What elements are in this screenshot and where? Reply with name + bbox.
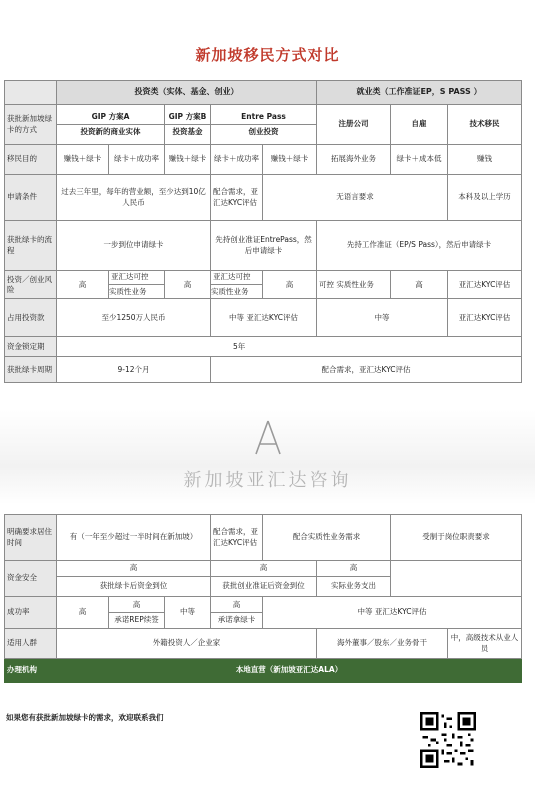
safety-entre: 获批创业准证后资金到位 (211, 577, 317, 597)
purpose-cell: 绿卡＋成功率 (211, 145, 263, 175)
flow-entre: 先持创业准证EntrePass，然后申请绿卡 (211, 221, 317, 271)
flow-employment: 先持工作准证（EP/S Pass），然后申请绿卡 (317, 221, 522, 271)
safety-gip: 获批绿卡后资金到位 (57, 577, 211, 597)
corner-cell (5, 81, 57, 105)
row-label-safety: 资金安全 (5, 561, 57, 597)
row-label-funds: 占用投资款 (5, 299, 57, 337)
period-rest: 配合需求，亚汇达KYC评估 (211, 357, 522, 383)
method-tech-immigration: 技术移民 (448, 105, 522, 145)
comparison-table-bottom (4, 514, 522, 683)
row-label-flow: 获批绿卡的流程 (5, 221, 57, 271)
safety-rating: 高 (211, 561, 317, 577)
req-education: 本科及以上学历 (448, 175, 522, 221)
period-gip: 9-12个月 (57, 357, 211, 383)
row-label-requirements: 申请条件 (5, 175, 57, 221)
req-entre: 配合需求，亚汇达KYC评估 (211, 175, 263, 221)
purpose-cell: 绿卡＋成本低 (391, 145, 448, 175)
funds-employment: 中等 (317, 299, 448, 337)
method-entre-pass: Entre Pass 创业投资 (211, 105, 317, 145)
row-label-org: 办理机构 (5, 659, 57, 683)
risk-cell: 可控 实质性业务 (317, 271, 391, 299)
req-gip: 过去三年里，每年的营业额，至少达到10亿人民币 (57, 175, 211, 221)
risk-cell: 亚汇达可控 实质性业务 (109, 271, 165, 299)
lock-period-value: 5年 (57, 337, 522, 357)
purpose-cell: 赚钱＋绿卡 (263, 145, 317, 175)
contact-text: 如果您有获批新加坡绿卡的需求，欢迎联系我们 (6, 713, 164, 722)
risk-cell: 亚汇达KYC评估 (448, 271, 522, 299)
method-self-employed: 自雇 (391, 105, 448, 145)
org-value: 本地直营（新加坡亚汇达ALA） (57, 659, 522, 683)
row-label-risk: 投资／创业风险 (5, 271, 57, 299)
row-label-people: 适用人群 (5, 629, 57, 659)
risk-cell: 高 (165, 271, 211, 299)
success-cell: 中等 (165, 597, 211, 629)
safety-rating: 高 (57, 561, 211, 577)
req-language: 无语言要求 (263, 175, 448, 221)
row-label-method: 获批新加坡绿卡的方式 (5, 105, 57, 145)
method-register-company: 注册公司 (317, 105, 391, 145)
row-label-success: 成功率 (5, 597, 57, 629)
residence-entre: 配合需求，亚汇达KYC评估 (211, 515, 263, 561)
method-gip-a: GIP 方案A 投资新的商业实体 (57, 105, 165, 145)
row-label-residence: 明确要求居住时间 (5, 515, 57, 561)
success-cell: 高 (57, 597, 109, 629)
safety-register: 实际业务支出 (317, 577, 391, 597)
safety-empty (391, 561, 522, 597)
funds-gip: 至少1250万人民币 (57, 299, 211, 337)
purpose-cell: 拓展海外业务 (317, 145, 391, 175)
purpose-cell: 赚钱＋绿卡 (165, 145, 211, 175)
purpose-cell: 赚钱 (448, 145, 522, 175)
page-title: 新加坡移民方式对比 (195, 46, 340, 64)
comparison-table-top (4, 80, 522, 383)
risk-cell: 高 (263, 271, 317, 299)
funds-tech: 亚汇达KYC评估 (448, 299, 522, 337)
funds-entre: 中等 亚汇达KYC评估 (211, 299, 317, 337)
residence-job: 受制于岗位职责要求 (391, 515, 522, 561)
success-rest: 中等 亚汇达KYC评估 (263, 597, 522, 629)
row-label-period: 获批绿卡周期 (5, 357, 57, 383)
qr-code[interactable] (420, 712, 476, 768)
company-watermark: 新加坡亚汇达咨询 (183, 470, 352, 491)
risk-cell: 高 (57, 271, 109, 299)
purpose-cell: 绿卡＋成功率 (109, 145, 165, 175)
risk-cell: 亚汇达可控 实质性业务 (211, 271, 263, 299)
people-employment: 海外董事／股东／业务骨干 (317, 629, 448, 659)
header-investment: 投资类（实体、基金、创业） (57, 81, 317, 105)
people-tech: 中，高级技术从业人员 (448, 629, 522, 659)
company-logo (248, 418, 288, 458)
row-label-lock-period: 资金锁定期 (5, 337, 57, 357)
people-gip: 外籍投资人／企业家 (57, 629, 317, 659)
method-gip-b: GIP 方案B 投资基金 (165, 105, 211, 145)
header-employment: 就业类（工作准证EP，S PASS ） (317, 81, 522, 105)
success-cell: 高 承诺REP续签 (109, 597, 165, 629)
risk-cell: 高 (391, 271, 448, 299)
safety-rating: 高 (317, 561, 391, 577)
success-cell: 高 承诺拿绿卡 (211, 597, 263, 629)
row-label-purpose: 移民目的 (5, 145, 57, 175)
purpose-cell: 赚钱＋绿卡 (57, 145, 109, 175)
flow-gip: 一步到位申请绿卡 (57, 221, 211, 271)
residence-register: 配合实质性业务需求 (263, 515, 391, 561)
residence-gip: 有（一年至少超过一半时间在新加坡） (57, 515, 211, 561)
